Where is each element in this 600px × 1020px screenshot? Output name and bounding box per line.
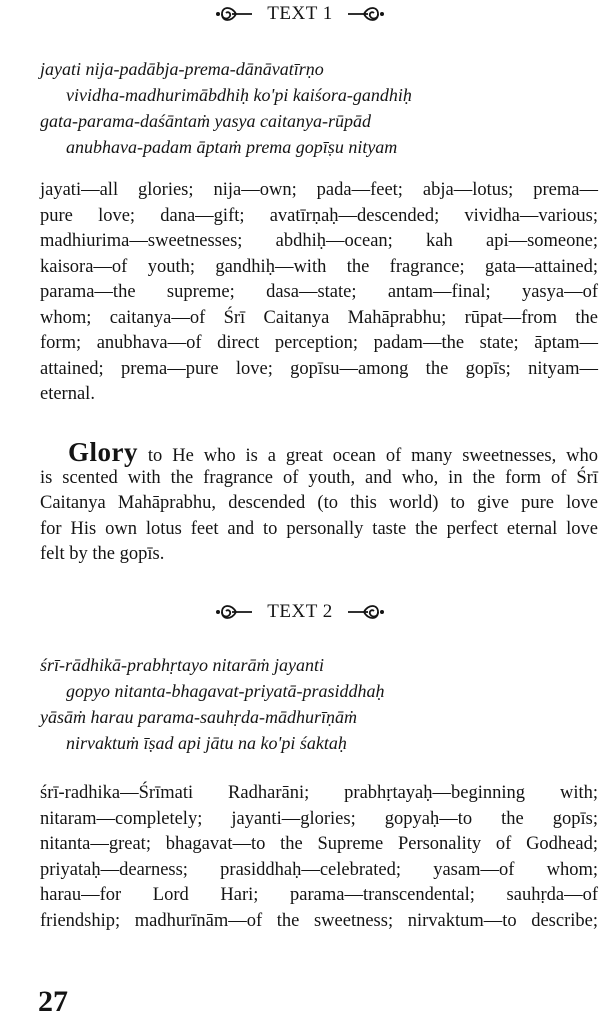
- text1-heading-label: TEXT 1: [267, 2, 333, 24]
- text2-heading: [0, 600, 600, 623]
- verse-line: yāsāṁ harau parama-sauhṛda-mādhurīṇāṁ: [40, 707, 358, 727]
- synonym-line: whom; caitanya—of Śrī Caitanya Mahāprabhu; rūpat—from the: [40, 307, 598, 328]
- synonym-line: parama—the supreme; dasa—state; antam—final; yasya—of: [40, 282, 598, 302]
- left-ornament-icon: [214, 601, 254, 623]
- translation-line: for His own lotus feet and to personally taste the perfect eternal love: [40, 518, 598, 539]
- verse-line: śrī-rādhikā-prabhṛtayo nitarāṁ jayanti: [40, 655, 324, 675]
- left-ornament-icon: [214, 3, 254, 25]
- translation-first-line: to He who is a great ocean of many sweetnesses, who: [138, 446, 598, 466]
- synonym-line: madhiurima—sweetnesses; abdhiḥ—ocean; kah api—someone;: [40, 231, 598, 251]
- translation-line: Caitanya Mahāprabhu, descended (to this world) to give pure love: [40, 493, 598, 513]
- text1-translation: [40, 437, 598, 568]
- synonym-line: friendship; madhurīnām—of the sweetness; nirvaktum—to describe;: [40, 910, 598, 931]
- translation-line: felt by the gopīs.: [40, 544, 165, 564]
- synonym-line: nitanta—great; bhagavat—to the Supreme Personality of Godhead;: [40, 834, 598, 854]
- synonym-line: priyataḥ—dearness; prasiddhaḥ—celebrated; yasam—of whom;: [40, 859, 598, 880]
- synonym-line: śrī-radhika—Śrīmati Radharāni; prabhṛtayaḥ—beginning with;: [40, 783, 598, 803]
- text1-heading: [0, 2, 600, 25]
- text1-synonyms: [40, 178, 598, 408]
- page-number: 27: [38, 985, 68, 1018]
- right-ornament-icon: [346, 3, 386, 25]
- text2-heading-label: TEXT 2: [267, 600, 333, 622]
- synonym-line: harau—for Lord Hari; parama—transcendental; sauhṛda—of: [40, 885, 598, 905]
- verse-line: vividha-madhurimābdhiḥ ko'pi kaiśora-gandhiḥ: [66, 85, 412, 105]
- synonym-line: pure love; dana—gift; avatīrṇaḥ—descended; vividha—various;: [40, 205, 598, 226]
- verse-line: gopyo nitanta-bhagavat-priyatā-prasiddhaḥ: [66, 681, 385, 701]
- synonym-line: eternal.: [40, 384, 95, 404]
- translation-line: is scented with the fragrance of youth, and who, in the form of Śrī: [40, 467, 598, 488]
- synonym-line: jayati—all glories; nija—own; pada—feet; abja—lotus; prema—: [40, 180, 598, 200]
- translation-line: [40, 437, 598, 467]
- synonym-line: kaisora—of youth; gandhiḥ—with the fragrance; gata—attained;: [40, 256, 598, 277]
- text2-synonyms: [40, 781, 598, 934]
- verse-line: anubhava-padam āptaṁ prema gopīṣu nityam: [66, 137, 398, 157]
- synonym-line: nitaram—completely; jayanti—glories; gopyaḥ—to the gopīs;: [40, 808, 598, 829]
- text2-verse: [40, 652, 570, 756]
- verse-line: gata-parama-daśāntaṁ yasya caitanya-rūpād: [40, 111, 371, 131]
- right-ornament-icon: [346, 601, 386, 623]
- verse-line: jayati nija-padābja-prema-dānāvatīrṇo: [40, 59, 324, 79]
- text1-verse: [40, 56, 570, 160]
- synonym-line: attained; prema—pure love; gopīsu—among the gopīs; nityam—: [40, 358, 598, 379]
- synonym-line: form; anubhava—of direct perception; padam—the state; āptam—: [40, 333, 598, 353]
- translation-dropcap: Glory: [68, 437, 138, 467]
- verse-line: nirvaktuṁ īṣad api jātu na ko'pi śaktaḥ: [66, 733, 347, 753]
